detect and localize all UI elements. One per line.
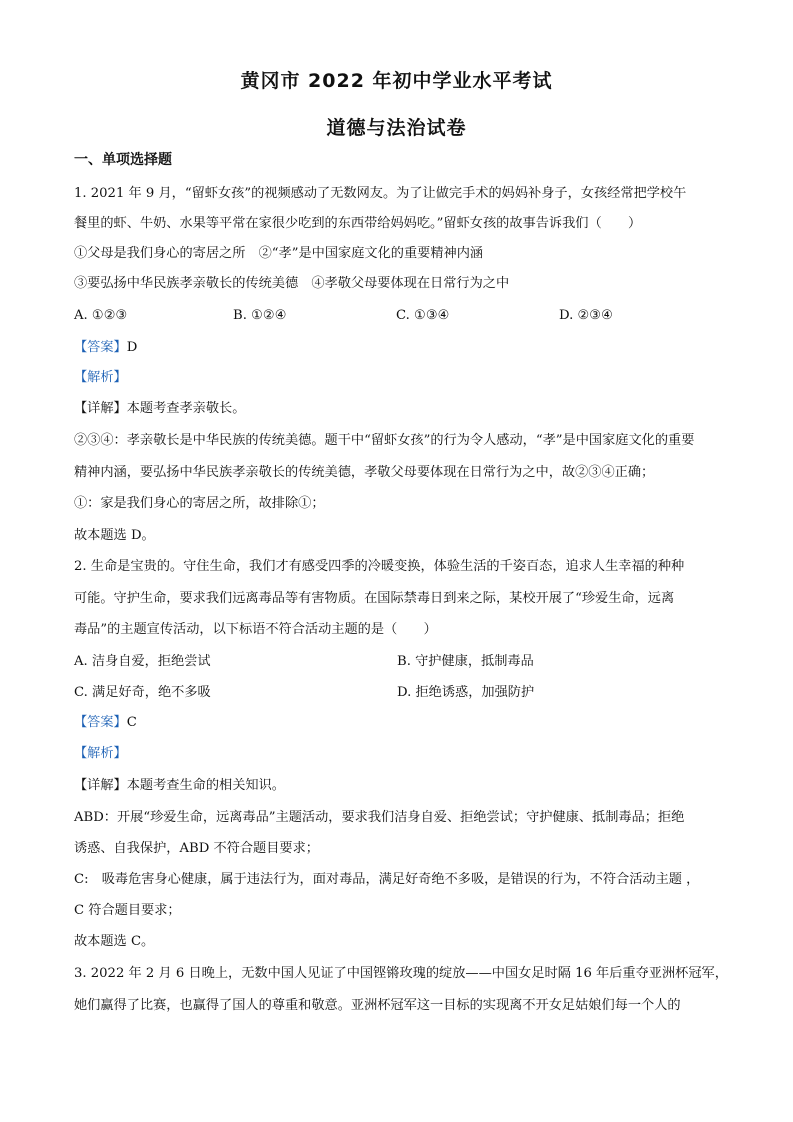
detail-tag: 【详解】 <box>74 401 127 416</box>
answer-tag: 【答案】 <box>74 340 127 355</box>
q2-explanation-line2: 诱惑、自我保护，ABD 不符合题目要求； <box>74 841 319 856</box>
q2-option-a: A. 洁身自爱，拒绝尝试 <box>74 654 211 669</box>
answer-value: C <box>126 715 137 730</box>
exam-subtitle: 道德与法治试卷 <box>326 117 467 139</box>
q1-analysis-tag: 【解析】 <box>74 370 127 385</box>
exam-title: 黄冈市 2022 年初中学业水平考试 <box>240 70 553 92</box>
q2-stem-line2: 可能。守护生命，要求我们远离毒品等有害物质。在国际禁毒日到来之际，某校开展了“珍爱生命，远离 <box>74 591 675 606</box>
q1-explanation-line3: ①：家是我们身心的寄居之所，故排除①； <box>74 496 325 511</box>
q1-option-b: B. ①②④ <box>233 308 287 323</box>
detail-text: 本题考查孝亲敬长。 <box>126 401 246 416</box>
q1-stem-line2: 餐里的虾、牛奶、水果等平常在家很少吃到的东西带给妈妈吃。”留虾女孩的故事告诉我们（ ） <box>74 216 642 231</box>
q2-detail <box>74 776 724 796</box>
section-heading: 一、单项选择题 <box>74 152 172 168</box>
q1-conclusion: 故本题选 D。 <box>74 528 155 543</box>
q3-stem-line1: 3. 2022 年 2 月 6 日晚上，无数中国人见证了中国铿锵玫瑰的绽放——中国女足时隔 16 年后重夺亚洲杯冠军， <box>74 966 728 981</box>
q2-option-d: D. 拒绝诱惑，加强防护 <box>397 685 535 700</box>
q1-items-line1: ①父母是我们身心的寄居之所 ②“孝”是中国家庭文化的重要精神内涵 <box>74 246 484 261</box>
q1-detail <box>74 399 724 419</box>
q1-explanation-line2: 精神内涵，要弘扬中华民族孝亲敬长的传统美德，孝敬父母要体现在日常行为之中，故②③④正确； <box>74 465 655 480</box>
detail-text: 本题考查生命的相关知识。 <box>126 778 285 793</box>
q2-option-b: B. 守护健康，抵制毒品 <box>397 654 534 669</box>
q1-stem-line1: 1. 2021 年 9 月，“留虾女孩”的视频感动了无数网友。为了让做完手术的妈妈补身子，女孩经常把学校午 <box>74 186 687 201</box>
q3-stem-line2: 她们赢得了比赛，也赢得了国人的尊重和敬意。亚洲杯冠军这一目标的实现离不开女足姑娘们每一个人的 <box>74 998 681 1013</box>
q2-stem-line3: 毒品”的主题宣传活动，以下标语不符合活动主题的是（ ） <box>74 622 437 637</box>
answer-value: D <box>126 340 138 355</box>
q2-conclusion: 故本题选 C。 <box>74 934 155 949</box>
q2-option-c: C. 满足好奇，绝不多吸 <box>74 685 211 700</box>
q2-analysis-tag: 【解析】 <box>74 746 127 761</box>
q2-explanation-line3: C: 吸毒危害身心健康，属于违法行为，面对毒品，满足好奇绝不多吸，是错误的行为，不符合活动主题 ， <box>74 872 700 887</box>
q1-option-d: D. ②③④ <box>559 308 613 323</box>
q1-answer <box>74 338 724 358</box>
q2-stem-line1: 2. 生命是宝贵的。守住生命，我们才有感受四季的冷暖变换，体验生活的千姿百态，追求人生幸福的种种 <box>74 559 685 574</box>
q2-answer <box>74 713 724 733</box>
detail-tag: 【详解】 <box>74 778 127 793</box>
q2-explanation-line4: C 符合题目要求； <box>74 903 181 918</box>
q1-explanation-line1: ②③④：孝亲敬长是中华民族的传统美德。题干中“留虾女孩”的行为令人感动，“孝”是中国家庭文化的重要 <box>74 433 695 448</box>
q2-explanation-line1: ABD：开展“珍爱生命，远离毒品”主题活动，要求我们洁身自爱、拒绝尝试；守护健康、抵制毒品；拒绝 <box>74 810 685 825</box>
answer-tag: 【答案】 <box>74 715 127 730</box>
q1-items-line2: ③要弘扬中华民族孝亲敬长的传统美德 ④孝敬父母要体现在日常行为之中 <box>74 276 510 291</box>
q1-option-c: C. ①③④ <box>396 308 450 323</box>
q1-option-a: A. ①②③ <box>74 308 128 323</box>
